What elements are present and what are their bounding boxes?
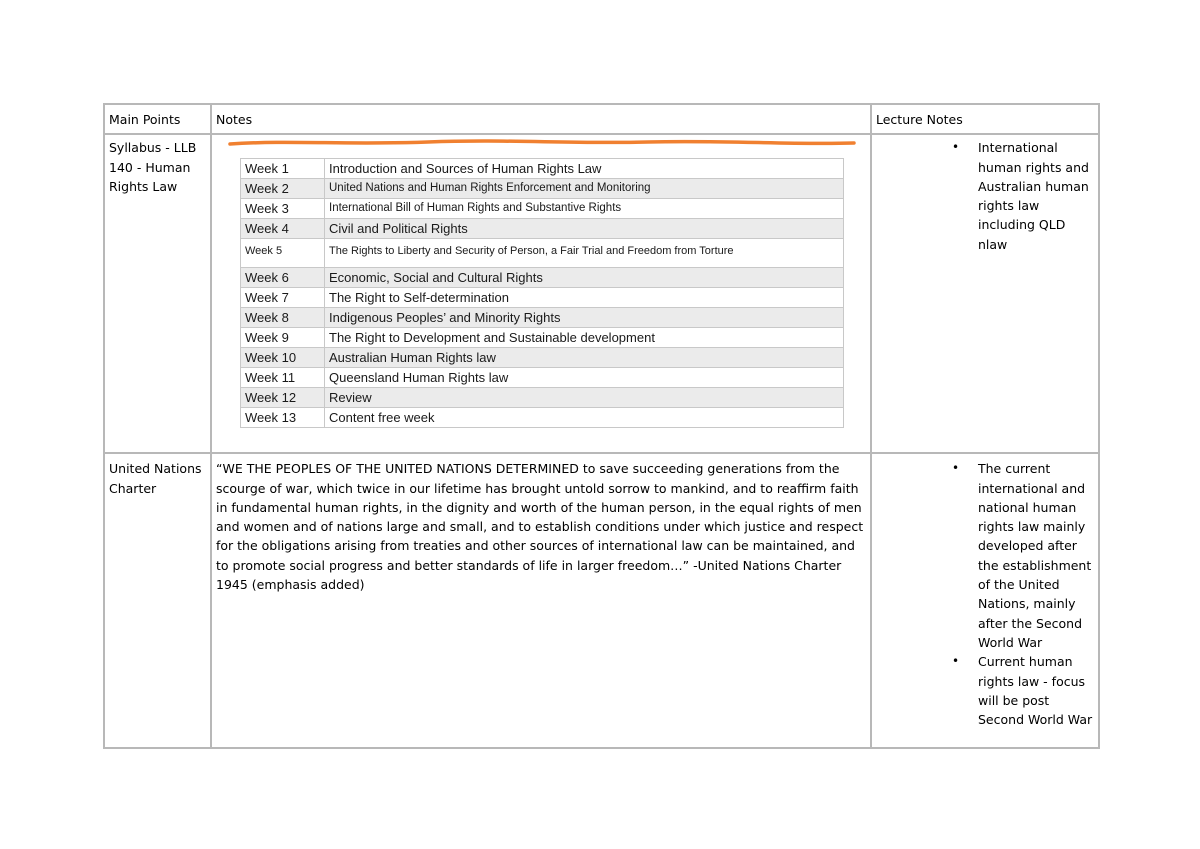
syllabus-topic: The Rights to Liberty and Security of Person, a Fair Trial and Freedom from Torture bbox=[325, 239, 844, 268]
lecture-notes-cell bbox=[871, 134, 1099, 453]
main-point-cell: Syllabus - LLB 140 - Human Rights Law bbox=[104, 134, 211, 453]
syllabus-row bbox=[241, 179, 844, 199]
syllabus-week: Week 12 bbox=[241, 388, 325, 408]
lecture-notes-list bbox=[876, 138, 1096, 254]
syllabus-topic: Introduction and Sources of Human Rights Law bbox=[325, 159, 844, 179]
header-notes: Notes bbox=[211, 104, 871, 134]
syllabus-week: Week 3 bbox=[241, 199, 325, 219]
syllabus-week: Week 1 bbox=[241, 159, 325, 179]
syllabus-row bbox=[241, 328, 844, 348]
syllabus-row bbox=[241, 199, 844, 219]
syllabus-week: Week 13 bbox=[241, 408, 325, 428]
syllabus-week: Week 6 bbox=[241, 268, 325, 288]
syllabus-row bbox=[241, 308, 844, 328]
syllabus-topic: Civil and Political Rights bbox=[325, 219, 844, 239]
syllabus-week: Week 2 bbox=[241, 179, 325, 199]
list-item: • International human rights and Australian human rights law including QLD nlaw bbox=[952, 140, 1089, 252]
table-row bbox=[104, 134, 1099, 453]
lecture-notes-list bbox=[876, 459, 1096, 729]
syllabus-week: Week 4 bbox=[241, 219, 325, 239]
syllabus-row bbox=[241, 348, 844, 368]
syllabus-topic: Australian Human Rights law bbox=[325, 348, 844, 368]
syllabus-week: Week 10 bbox=[241, 348, 325, 368]
syllabus-image bbox=[216, 138, 856, 430]
syllabus-row bbox=[241, 408, 844, 428]
syllabus-topic: The Right to Self-determination bbox=[325, 288, 844, 308]
syllabus-topic: Economic, Social and Cultural Rights bbox=[325, 268, 844, 288]
bullet-icon: • bbox=[952, 654, 960, 669]
bullet-icon: • bbox=[952, 140, 960, 155]
notes-cell bbox=[211, 134, 871, 453]
syllabus-table bbox=[240, 158, 844, 428]
list-item: • The current international and national human rights law mainly developed after the establishment of the United Nations, mainly after the Second World War bbox=[952, 461, 1092, 650]
syllabus-row bbox=[241, 388, 844, 408]
syllabus-row bbox=[241, 368, 844, 388]
syllabus-row bbox=[241, 288, 844, 308]
syllabus-topic: United Nations and Human Rights Enforcement and Monitoring bbox=[325, 179, 844, 199]
header-row bbox=[104, 104, 1099, 134]
header-main-points: Main Points bbox=[104, 104, 211, 134]
list-item: • Current human rights law - focus will be post Second World War bbox=[952, 654, 1093, 728]
syllabus-topic: Review bbox=[325, 388, 844, 408]
bullet-icon: • bbox=[952, 461, 960, 476]
highlight-stroke bbox=[228, 138, 856, 148]
syllabus-week: Week 8 bbox=[241, 308, 325, 328]
syllabus-row bbox=[241, 159, 844, 179]
syllabus-week: Week 7 bbox=[241, 288, 325, 308]
syllabus-row bbox=[241, 239, 844, 268]
notes-table bbox=[103, 103, 1100, 749]
table-row bbox=[104, 453, 1099, 748]
syllabus-week: Week 5 bbox=[241, 239, 325, 268]
main-point-cell: United Nations Charter bbox=[104, 453, 211, 748]
header-lecture-notes: Lecture Notes bbox=[871, 104, 1099, 134]
lecture-notes-cell bbox=[871, 453, 1099, 748]
syllabus-row bbox=[241, 219, 844, 239]
notes-cell: “WE THE PEOPLES OF THE UNITED NATIONS DETERMINED to save succeeding generations from the scourge of war, which twice in our lifetime has brought untold sorrow to mankind, and to reaffirm faith in fundamental human rights, in the dignity and worth of the human person, in the equal rights of men and women and of nations large and small, and to establish conditions under which justice and respect for the obligations arising from treaties and other sources of international law can be maintained, and to promote social progress and better standards of life in larger freedom…” -United Nations Charter 1945 (emphasis added) bbox=[211, 453, 871, 748]
syllabus-week: Week 11 bbox=[241, 368, 325, 388]
syllabus-topic: Queensland Human Rights law bbox=[325, 368, 844, 388]
syllabus-topic: Indigenous Peoples’ and Minority Rights bbox=[325, 308, 844, 328]
syllabus-row bbox=[241, 268, 844, 288]
syllabus-week: Week 9 bbox=[241, 328, 325, 348]
syllabus-topic: International Bill of Human Rights and Substantive Rights bbox=[325, 199, 844, 219]
syllabus-topic: The Right to Development and Sustainable development bbox=[325, 328, 844, 348]
syllabus-topic: Content free week bbox=[325, 408, 844, 428]
